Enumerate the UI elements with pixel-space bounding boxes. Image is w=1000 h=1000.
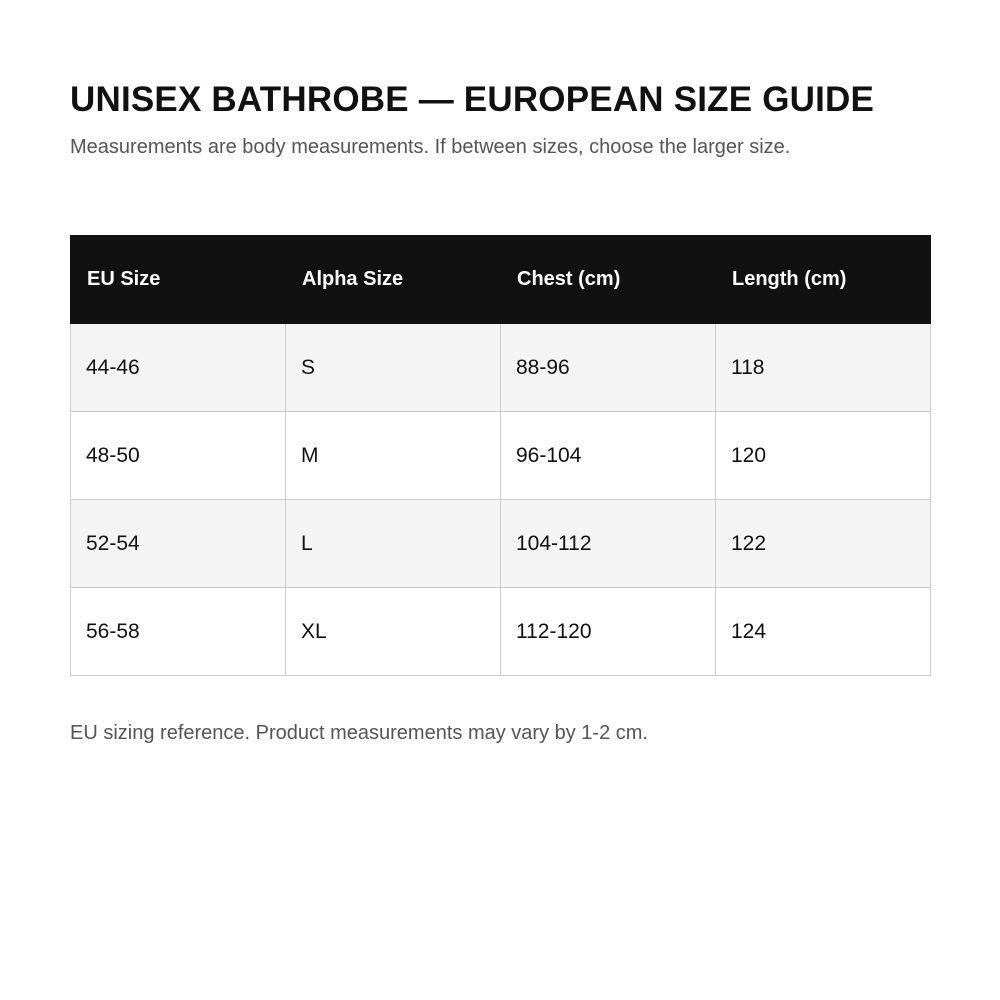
cell-eu-size: 48-50 — [71, 412, 286, 500]
cell-length: 124 — [716, 588, 931, 676]
footnote: EU sizing reference. Product measurements may vary by 1-2 cm. — [70, 722, 648, 744]
table-row — [71, 500, 931, 588]
column-header-eu-size: EU Size — [71, 236, 286, 324]
column-header-chest: Chest (cm) — [501, 236, 716, 324]
cell-length: 118 — [716, 324, 931, 412]
cell-length: 120 — [716, 412, 931, 500]
column-header-length: Length (cm) — [716, 236, 931, 324]
column-header-alpha-size: Alpha Size — [286, 236, 501, 324]
page-title: UNISEX BATHROBE — EUROPEAN SIZE GUIDE — [70, 80, 875, 119]
cell-alpha-size: M — [286, 412, 501, 500]
cell-eu-size: 44-46 — [71, 324, 286, 412]
table-row — [71, 588, 931, 676]
cell-chest: 88-96 — [501, 324, 716, 412]
cell-alpha-size: S — [286, 324, 501, 412]
size-table-header — [71, 236, 931, 324]
cell-chest: 96-104 — [501, 412, 716, 500]
header-row — [71, 236, 931, 324]
table-row — [71, 324, 931, 412]
cell-eu-size: 56-58 — [71, 588, 286, 676]
table-row — [71, 412, 931, 500]
size-table-body — [71, 324, 931, 676]
cell-alpha-size: L — [286, 500, 501, 588]
page-subtitle: Measurements are body measurements. If between sizes, choose the larger size. — [70, 136, 791, 158]
cell-alpha-size: XL — [286, 588, 501, 676]
cell-eu-size: 52-54 — [71, 500, 286, 588]
cell-chest: 104-112 — [501, 500, 716, 588]
cell-length: 122 — [716, 500, 931, 588]
cell-chest: 112-120 — [501, 588, 716, 676]
size-table — [70, 235, 931, 676]
